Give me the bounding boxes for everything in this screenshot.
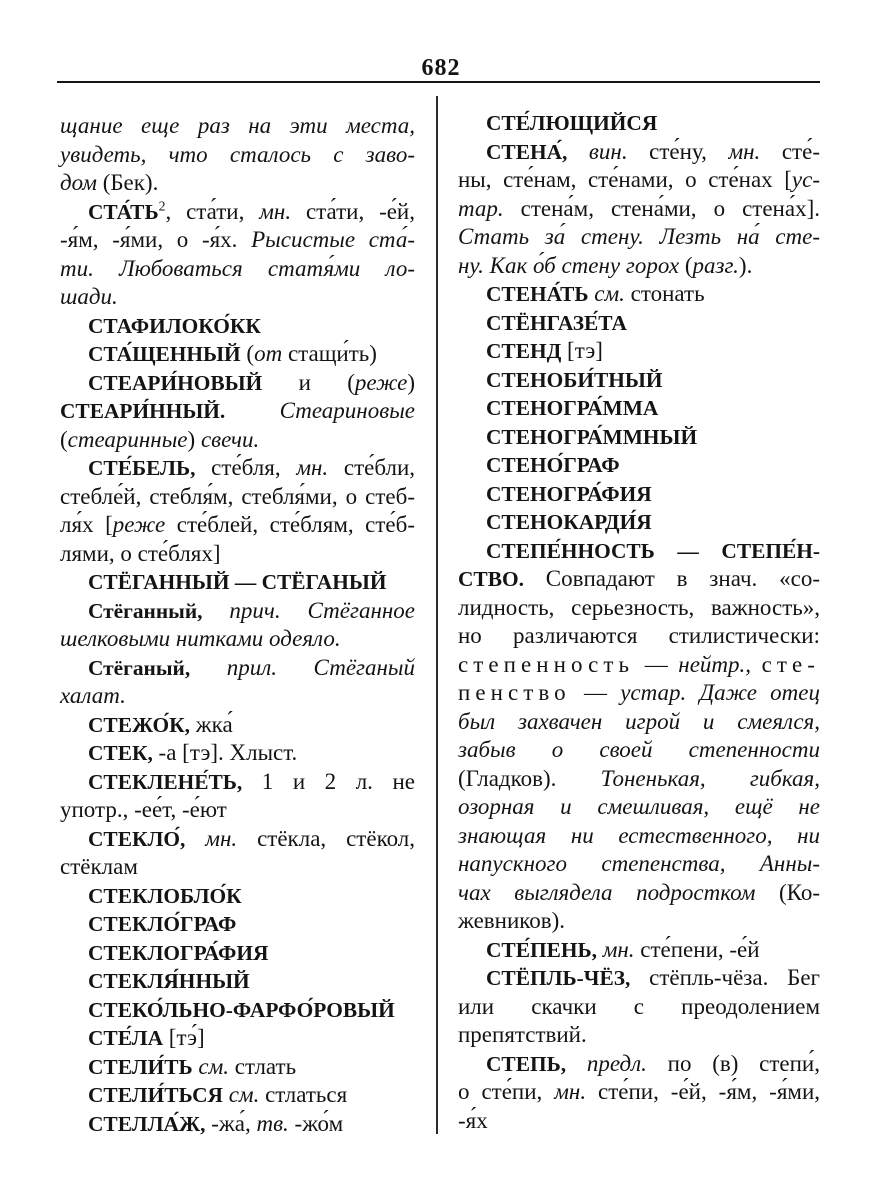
text-line (458, 337, 820, 366)
headword-text: СТЕ́ПЕНЬ, (486, 937, 597, 962)
text-line (60, 967, 415, 996)
headword-text: СТЕК, (88, 741, 153, 765)
regular-text: сте́блей, сте́блям, сте́б- (165, 512, 416, 537)
regular-text: или скачки с преодолением (458, 993, 820, 1019)
text-line (60, 255, 415, 284)
regular-text: [тэ] (561, 338, 603, 363)
text-line (458, 850, 820, 879)
dictionary-entry (60, 910, 415, 939)
regular-text: Совпадают в знач. «со- (523, 566, 820, 591)
italic-text: см. (222, 1082, 260, 1107)
regular-text: ( (240, 341, 255, 366)
text-line (60, 1081, 415, 1110)
italic-text: мн. (296, 455, 329, 480)
headword-text: СТЕПЕ́ННОСТЬ — СТЕПЕ́Н- (486, 538, 820, 563)
dictionary-entry (60, 967, 415, 996)
text-line (458, 508, 820, 537)
text-line (458, 822, 820, 851)
italic-text: мн. (259, 198, 292, 224)
regular-text: стена́м, стена́ми, о стена́х]. (503, 195, 820, 221)
italic-text: Стеариновые (225, 398, 415, 423)
text-line (60, 483, 415, 512)
headword-text: СТЕАРИ́ННЫЙ. (60, 399, 226, 423)
dictionary-entry (458, 451, 820, 480)
headword-text: СТА́ТЬ (88, 199, 159, 224)
headword-text: СТЕЛИ́ТЬСЯ (88, 1083, 223, 1107)
italic-text: мн. (185, 825, 238, 851)
headword-text: СТЕКЛО́ГРАФ (88, 912, 237, 936)
dictionary-entry (60, 1024, 415, 1053)
dictionary-entry (458, 964, 820, 1050)
text-line (60, 910, 415, 939)
text-line (458, 736, 820, 765)
italic-text: увидеть, что сталось с заво- (60, 141, 415, 167)
headword-text: СТЕНА́, (486, 139, 568, 164)
headword-text: СТЕЛЛА́Ж, (88, 1111, 206, 1136)
dictionary-entry (60, 739, 415, 768)
text-line (60, 796, 415, 825)
headword-text: СТЕАРИ́НОВЫЙ (88, 370, 263, 395)
dictionary-entry (458, 309, 820, 338)
text-line (60, 825, 415, 854)
regular-text: жка́ (190, 711, 233, 737)
text-line (60, 739, 415, 768)
regular-text: — (570, 680, 621, 705)
dictionary-entry (458, 394, 820, 423)
regular-text: сте́бли, (328, 455, 416, 480)
regular-text: , ста́ти, (165, 198, 260, 224)
text-line (458, 936, 820, 965)
italic-text: свечи. (195, 426, 260, 452)
text-line (60, 625, 415, 654)
text-line (60, 1053, 415, 1082)
italic-text: забыв о своей степенности (458, 737, 820, 762)
headword-text: СТЁПЛЬ-ЧЁЗ, (486, 966, 631, 990)
italic-text: вин. (567, 138, 628, 164)
italic-text: тв. (256, 1110, 289, 1136)
dictionary-entry (60, 882, 415, 911)
headword-text: СТВО. (458, 567, 524, 591)
dictionary-entry (60, 825, 415, 882)
text-line (458, 879, 820, 908)
headword-text: СТЕНД (486, 339, 562, 363)
regular-text: -а [тэ]. Хлыст. (152, 740, 298, 765)
dictionary-entry (60, 597, 415, 654)
headword-text: Стёганный, (88, 598, 203, 623)
text-line (60, 568, 415, 597)
text-line (458, 366, 820, 395)
headword-text: СТЕКЛОБЛО́К (88, 883, 242, 908)
text-line (60, 853, 415, 882)
regular-text: (Ко- (755, 879, 821, 905)
headword-text: Стёганый, (88, 655, 191, 680)
text-line (60, 198, 415, 227)
regular-text: стёпль-чёза. Бег (630, 965, 820, 990)
italic-text: см. (192, 1053, 230, 1079)
regular-text: стёкла, стёкол, (237, 825, 415, 851)
italic-text: Стать за́ стену. Лезть на́ сте- (458, 224, 820, 249)
headword-text: СТЕНОГРА́ММНЫЙ (486, 424, 698, 449)
italic-text: прич. Стёганное (202, 597, 415, 623)
dictionary-entry (60, 454, 415, 568)
text-line (458, 565, 820, 594)
headword-text: СТЕНОКАРДИ́Я (486, 510, 652, 534)
dictionary-entry (60, 711, 415, 740)
regular-text: употр., -ее́т, -е́ют (60, 797, 227, 822)
regular-text: сте́бля, (195, 455, 297, 480)
spaced-text: пенство (458, 680, 571, 705)
regular-text: препятствий. (458, 1022, 587, 1047)
italic-text: мн. (554, 1079, 587, 1104)
headword-text: СТЁНГАЗЕ́ТА (486, 310, 627, 335)
text-line (458, 280, 820, 309)
dictionary-entry (458, 480, 820, 509)
headword-text: СТЕ́БЕЛЬ, (88, 456, 196, 480)
text-line (60, 283, 415, 312)
text-line (60, 454, 415, 483)
page-number: 682 (421, 55, 461, 81)
italic-text: озорная и смешливая, ещё не (458, 794, 820, 819)
text-line (60, 112, 415, 141)
regular-text: лидность, серьезность, важность», (458, 594, 820, 620)
text-line (458, 309, 820, 338)
dictionary-entry (458, 1050, 820, 1136)
column-divider (436, 96, 438, 1134)
headword-text: СТЕ́ЛА (88, 1026, 164, 1050)
spaced-text: сте- (761, 651, 821, 677)
italic-text: реже (354, 369, 408, 395)
header-rule (57, 81, 820, 83)
text-line (458, 138, 820, 167)
regular-text: по (в) степи́, (646, 1050, 820, 1076)
regular-text: (Бек). (96, 170, 159, 195)
italic-text: чах выглядела подростком (458, 879, 756, 905)
headword-text: СТЕНОГРА́ФИЯ (486, 481, 652, 506)
text-line (60, 426, 415, 455)
italic-text: Рысистые ста́- (251, 227, 415, 252)
headword-text: СТЁГАННЫЙ — СТЁГАНЫЙ (88, 570, 387, 594)
regular-text: ). (738, 252, 753, 278)
regular-text: ) (187, 426, 196, 452)
dictionary-entry (60, 996, 415, 1025)
regular-text: стлаться (259, 1082, 348, 1107)
regular-text: [тэ́] (163, 1025, 205, 1050)
regular-text: ля́х [ (60, 512, 113, 537)
text-line (458, 679, 820, 708)
regular-text: стёклам (60, 854, 138, 879)
regular-text: ны, сте́нам, сте́нами, о сте́нах [ (458, 167, 792, 192)
text-line (60, 312, 415, 341)
dictionary-entry (60, 939, 415, 968)
headword-text: СТЕКЛОГРА́ФИЯ (88, 940, 269, 965)
regular-text: стонать (624, 281, 705, 306)
dictionary-entry (60, 369, 415, 455)
dictionary-entry (60, 1110, 415, 1139)
dictionary-entry (458, 366, 820, 395)
text-line (458, 394, 820, 423)
dictionary-entry (458, 109, 820, 138)
italic-text: был захвачен игрой и смеялся, (458, 708, 820, 734)
dictionary-entry (60, 1081, 415, 1110)
italic-text: реже (112, 512, 166, 537)
headword-text: СТА́ЩЕННЫЙ (88, 342, 241, 366)
text-line (60, 226, 415, 255)
dictionary-entry (458, 537, 820, 936)
dictionary-entry (458, 508, 820, 537)
text-line (458, 1078, 820, 1107)
regular-text: -жа́, (205, 1110, 257, 1136)
regular-text: ( (679, 252, 693, 278)
regular-text: о сте́пи, (458, 1079, 555, 1104)
regular-text: -я́х (458, 1107, 488, 1133)
headword-text: СТЕПЬ, (486, 1051, 567, 1076)
italic-text: см. (588, 281, 625, 306)
text-line (458, 166, 820, 195)
text-line (458, 195, 820, 224)
text-line (458, 993, 820, 1022)
italic-text: дом (60, 170, 97, 195)
regular-text: ста́ти, -е́й, (291, 198, 415, 224)
dictionary-entry (60, 568, 415, 597)
continued-entry-text (60, 112, 415, 198)
text-line (60, 597, 415, 626)
headword-text: СТЕЖО́К, (88, 712, 191, 737)
regular-text: -жо́м (288, 1110, 344, 1136)
italic-text: халат. (60, 683, 126, 708)
text-line (458, 708, 820, 737)
italic-text: нейтр., (678, 651, 752, 677)
headword-text: СТЕЛИ́ТЬ (88, 1054, 193, 1079)
italic-text: ус- (791, 167, 820, 192)
text-line (60, 939, 415, 968)
regular-text: сте́- (760, 138, 820, 164)
text-line (60, 397, 415, 426)
dictionary-entry (60, 312, 415, 341)
text-line (458, 651, 820, 680)
text-line (458, 537, 820, 566)
headword-text: СТАФИЛОКО́КК (88, 313, 261, 338)
text-line (60, 511, 415, 540)
regular-text: сте́пи, -е́й, -я́м, -я́ми, (586, 1079, 821, 1104)
text-line (458, 451, 820, 480)
text-line (458, 1107, 820, 1136)
italic-text: от (254, 341, 283, 366)
regular-text: ) (407, 369, 415, 395)
text-line (458, 622, 820, 651)
regular-text: жевников). (458, 908, 566, 933)
text-line (60, 882, 415, 911)
regular-text: 1 и 2 л. не (242, 768, 415, 794)
spaced-text: степенность (458, 651, 635, 677)
italic-text: знающая ни естественного, ни (458, 822, 820, 848)
italic-text: щание еще раз на эти места, (60, 113, 415, 138)
italic-text: мн. (728, 138, 761, 164)
regular-text: и ( (262, 369, 355, 395)
dictionary-entry (60, 768, 415, 825)
text-line (458, 480, 820, 509)
headword-text: СТЕКЛЯ́ННЫЙ (88, 969, 250, 993)
dictionary-entry (60, 1053, 415, 1082)
text-line (60, 169, 415, 198)
text-line (458, 252, 820, 281)
italic-text: Тоненькая, гибкая, (600, 765, 820, 791)
regular-text: сте́пени, -е́й (634, 936, 760, 962)
regular-text: — (634, 651, 679, 677)
regular-text: стебле́й, стебля́м, стебля́ми, о стеб- (60, 483, 415, 509)
text-line (458, 109, 820, 138)
regular-text: лями, о сте́блях] (60, 540, 221, 566)
regular-text: -я́м, -я́ми, о -я́х. (60, 227, 252, 252)
dictionary-entry (458, 138, 820, 281)
headword-text: СТЕКЛО́, (88, 826, 186, 851)
dictionary-entry (60, 654, 415, 711)
italic-text: мн. (596, 936, 635, 962)
text-line (60, 682, 415, 711)
text-line (458, 1050, 820, 1079)
dictionary-entry (60, 198, 415, 312)
text-line (458, 793, 820, 822)
regular-text: но различаются стилистически: (458, 623, 820, 648)
italic-text: ну. Как о́б стену горох (458, 252, 680, 278)
regular-text: стащи́ть) (282, 341, 377, 366)
dictionary-entry (458, 337, 820, 366)
text-line (60, 996, 415, 1025)
text-line (60, 654, 415, 683)
left-column (60, 112, 415, 1138)
headword-text: СТЕКО́ЛЬНО-ФАРФО́РОВЫЙ (88, 997, 395, 1022)
headword-text: СТЕНОБИ́ТНЫЙ (486, 367, 663, 392)
headword-text: СТЕКЛЕНЕ́ТЬ, (88, 769, 243, 794)
italic-text: предл. (566, 1050, 647, 1076)
homonym-number: 2 (158, 198, 166, 214)
headword-text: СТЕ́ЛЮЩИЙСЯ (486, 111, 658, 135)
italic-text: напускного степенства, Анны- (458, 851, 820, 876)
italic-text: шади. (60, 284, 118, 309)
regular-text (751, 652, 762, 677)
headword-text: СТЕНО́ГРАФ (486, 453, 620, 477)
dictionary-entry (458, 280, 820, 309)
regular-text: сте́ну, (627, 138, 729, 164)
text-line (458, 907, 820, 936)
dictionary-entry (458, 936, 820, 965)
dictionary-entry (458, 423, 820, 452)
text-line (60, 711, 415, 740)
text-line (458, 223, 820, 252)
text-line (458, 594, 820, 623)
text-line (458, 423, 820, 452)
regular-text: стлать (229, 1053, 297, 1079)
text-line (60, 768, 415, 797)
dictionary-entry (60, 340, 415, 369)
italic-text: прил. Стёганый (190, 654, 415, 680)
text-line (60, 1110, 415, 1139)
headword-text: СТЕНА́ТЬ (486, 282, 589, 306)
text-line (458, 964, 820, 993)
italic-text: шелковыми нитками одеяло. (60, 626, 341, 651)
text-line (60, 369, 415, 398)
text-line (458, 1021, 820, 1050)
italic-text: стеаринные (67, 426, 188, 452)
regular-text: ( (60, 426, 68, 452)
headword-text: СТЕНОГРА́ММА (486, 396, 659, 420)
text-line (60, 1024, 415, 1053)
text-line (60, 141, 415, 170)
italic-text: ти. Любоваться статя́ми ло- (60, 255, 415, 281)
text-line (458, 765, 820, 794)
text-line (60, 540, 415, 569)
right-column (458, 109, 820, 1135)
italic-text: тар. (458, 195, 504, 221)
italic-text: разг. (692, 252, 739, 278)
regular-text: (Гладков). (458, 765, 601, 791)
italic-text: устар. Даже отец (620, 680, 820, 705)
text-line (60, 340, 415, 369)
